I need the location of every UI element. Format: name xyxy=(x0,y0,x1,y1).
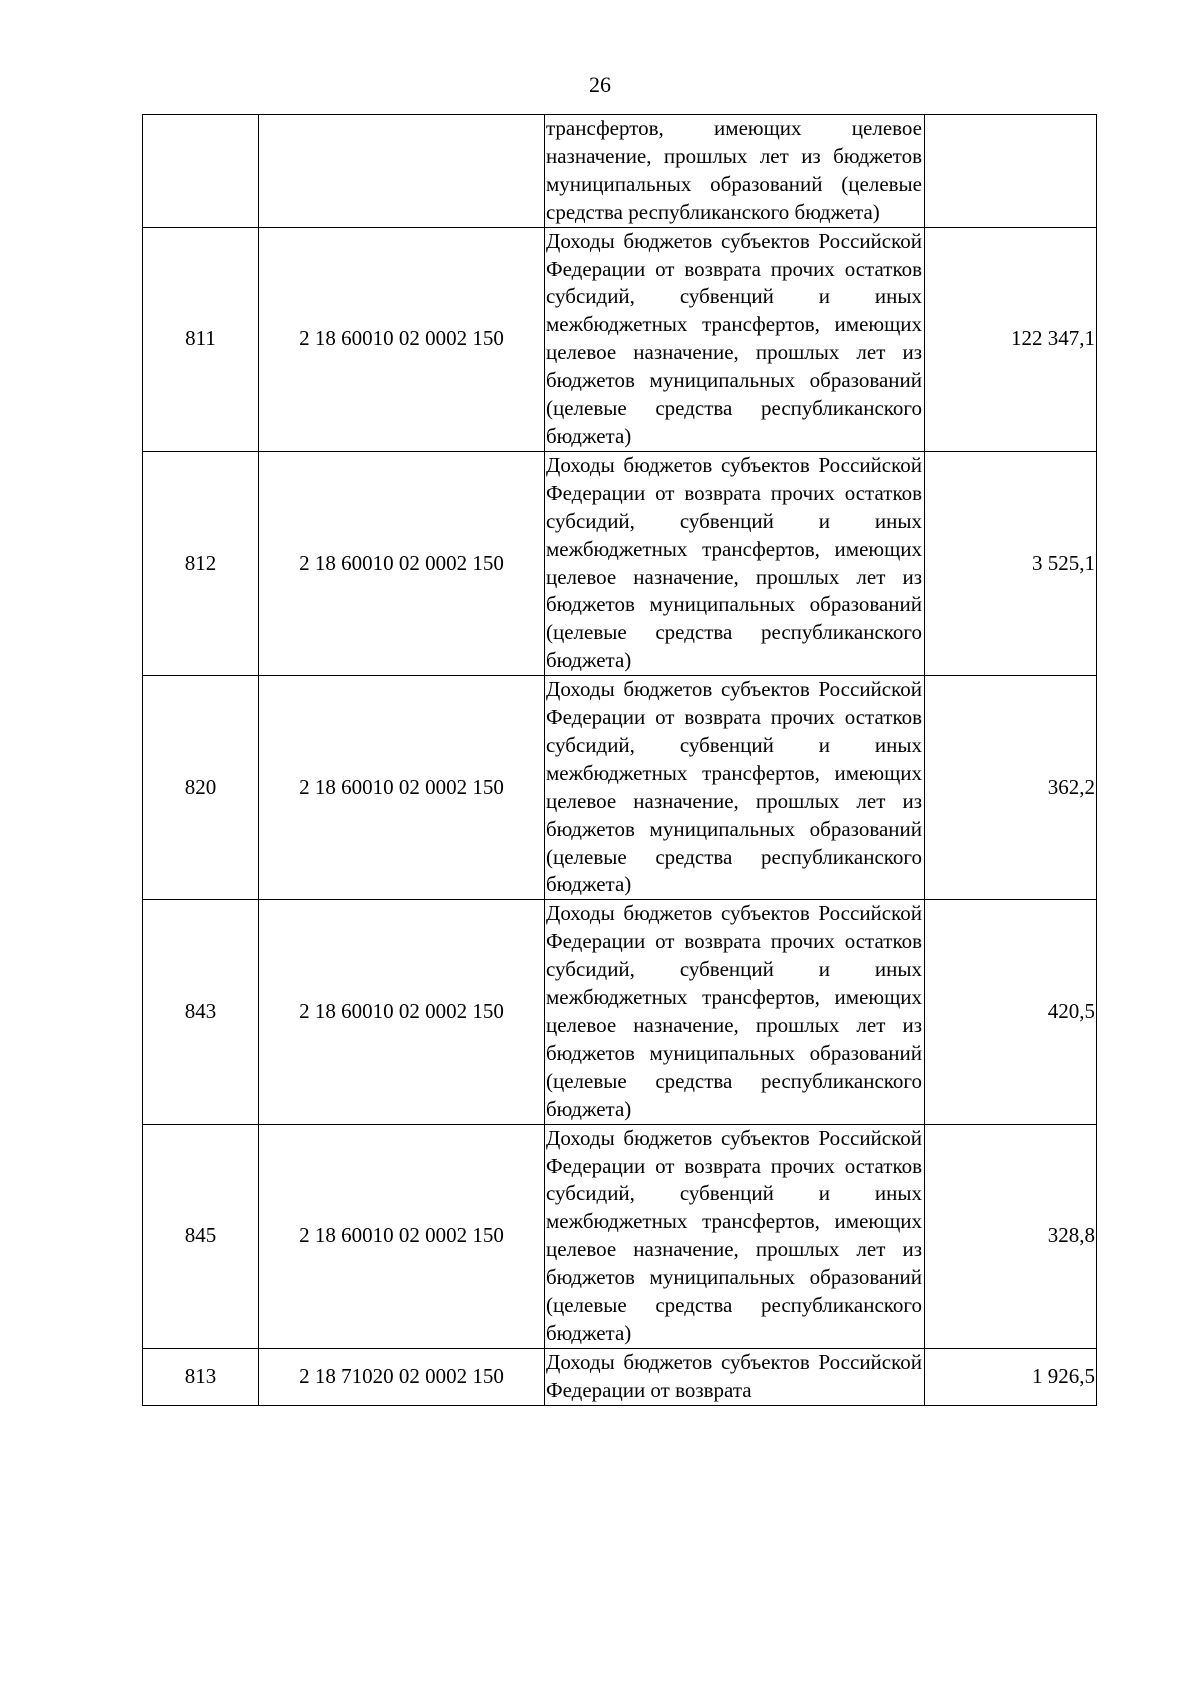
admin-code-cell: 845 xyxy=(143,1124,259,1348)
amount-cell: 420,5 xyxy=(925,900,1097,1124)
table-row xyxy=(143,227,1097,451)
budget-code-cell: 2 18 71020 02 0002 150 xyxy=(259,1348,545,1405)
page-number: 26 xyxy=(589,72,611,97)
description-text: Доходы бюджетов субъектов Российской Федерации от возврата прочих остатков субсидий, субвенций и иных межбюджетных трансфертов, имеющих целевое назначение, прошлых лет из бюджетов муниципальных образований (целевые средства республиканского бюджета) xyxy=(546,452,922,673)
description-text: трансфертов, имеющих целевое назначение, прошлых лет из бюджетов муниципальных образований (целевые средства республиканского бюджета) xyxy=(546,116,922,224)
budget-code-cell: 2 18 60010 02 0002 150 xyxy=(259,676,545,900)
budget-revenue-table xyxy=(142,114,1097,1406)
admin-code-cell: 811 xyxy=(143,227,259,451)
description-text: Доходы бюджетов субъектов Российской Федерации от возврата прочих остатков субсидий, субвенций и иных межбюджетных трансфертов, имеющих целевое назначение, прошлых лет из бюджетов муниципальных образований (целевые средства республиканского бюджета) xyxy=(546,677,922,897)
description-cell xyxy=(545,227,925,451)
description-text: Доходы бюджетов субъектов Российской Федерации от возврата прочих остатков субсидий, субвенций и иных межбюджетных трансфертов, имеющих целевое назначение, прошлых лет из бюджетов муниципальных образований (целевые средства республиканского бюджета) xyxy=(546,901,922,1121)
budget-code-cell: 2 18 60010 02 0002 150 xyxy=(259,900,545,1124)
admin-code-cell: 812 xyxy=(143,451,259,675)
admin-code-cell: 843 xyxy=(143,900,259,1124)
table-row xyxy=(143,451,1097,675)
table-row xyxy=(143,1348,1097,1405)
budget-code-cell: 2 18 60010 02 0002 150 xyxy=(259,227,545,451)
description-text: Доходы бюджетов субъектов Российской Федерации от возврата xyxy=(546,1349,922,1402)
description-cell xyxy=(545,1348,925,1405)
description-cell xyxy=(545,1124,925,1348)
description-text: Доходы бюджетов субъектов Российской Федерации от возврата прочих остатков субсидий, субвенций и иных межбюджетных трансфертов, имеющих целевое назначение, прошлых лет из бюджетов муниципальных образований (целевые средства республиканского бюджета) xyxy=(546,1125,922,1345)
table-row xyxy=(143,900,1097,1124)
description-cell xyxy=(545,676,925,900)
budget-code-cell: 2 18 60010 02 0002 150 xyxy=(259,451,545,675)
table-row xyxy=(143,676,1097,900)
description-cell xyxy=(545,900,925,1124)
admin-code-cell: 813 xyxy=(143,1348,259,1405)
amount-cell: 362,2 xyxy=(925,676,1097,900)
description-cell xyxy=(545,451,925,675)
admin-code-cell: 820 xyxy=(143,676,259,900)
amount-cell: 122 347,1 xyxy=(925,227,1097,451)
amount-cell: 3 525,1 xyxy=(925,451,1097,675)
description-cell xyxy=(545,115,925,228)
amount-cell: 328,8 xyxy=(925,1124,1097,1348)
amount-cell: 1 926,5 xyxy=(925,1348,1097,1405)
description-text: Доходы бюджетов субъектов Российской Федерации от возврата прочих остатков субсидий, субвенций и иных межбюджетных трансфертов, имеющих целевое назначение, прошлых лет из бюджетов муниципальных образований (целевые средства республиканского бюджета) xyxy=(546,228,922,448)
table-row xyxy=(143,1124,1097,1348)
table-row xyxy=(143,115,1097,228)
admin-code-cell xyxy=(143,115,259,228)
budget-code-cell: 2 18 60010 02 0002 150 xyxy=(259,1124,545,1348)
amount-cell xyxy=(925,115,1097,228)
budget-code-cell xyxy=(259,115,545,228)
